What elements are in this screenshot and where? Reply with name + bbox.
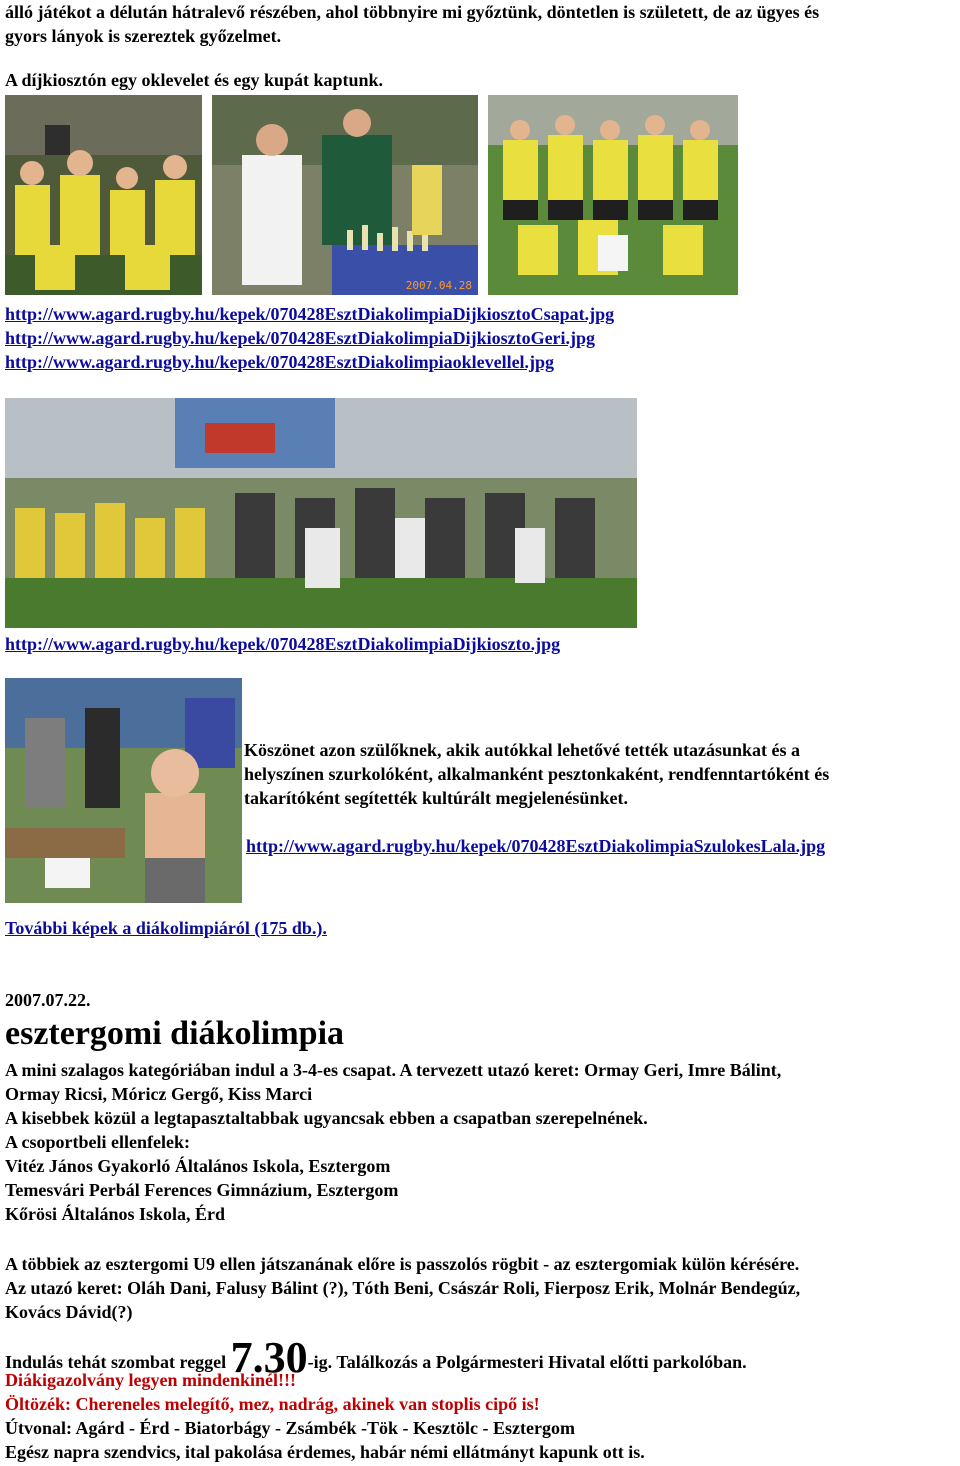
- team-diploma-photo[interactable]: [488, 95, 738, 295]
- route-line: Útvonal: Agárd - Érd - Biatorbágy - Zsámbék -Tök - Kesztölc - Esztergom: [5, 1418, 575, 1438]
- article-line-2: Ormay Ricsi, Móricz Gergő, Kiss Marci: [5, 1084, 313, 1104]
- more-photos-link[interactable]: További képek a diákolimpiáról (175 db.).: [5, 918, 327, 938]
- id-notice: Diákigazolvány legyen mindenkinél!!!: [5, 1370, 297, 1390]
- article-line-3: A kisebbek közül a legtapasztaltabbak ugyancsak ebben a csapatban szerepelnének.: [5, 1108, 648, 1128]
- others-line-3: Kovács Dávid(?): [5, 1302, 133, 1322]
- others-line-2: Az utazó keret: Oláh Dani, Falusy Bálint (?), Tóth Beni, Császár Roli, Fierposz Erik, Molnár Bendegúz,: [5, 1278, 801, 1298]
- parents-boy-photo[interactable]: [5, 678, 242, 903]
- link-geri[interactable]: http://www.agard.rugby.hu/kepek/070428EsztDiakolimpiaDijkiosztoGeri.jpg: [5, 328, 596, 348]
- article-date: 2007.07.22.: [5, 990, 91, 1010]
- article-title: esztergomi diákolimpia: [5, 1015, 345, 1052]
- article-line-7: Kőrösi Általános Iskola, Érd: [5, 1204, 226, 1224]
- link-csapat[interactable]: http://www.agard.rugby.hu/kepek/070428EsztDiakolimpiaDijkiosztoCsapat.jpg: [5, 304, 615, 324]
- thanks-line-1: Köszönet azon szülőknek, akik autókkal lehetővé tették utazásunkat és a: [244, 740, 801, 760]
- article-line-6: Temesvári Perbál Ferences Gimnázium, Esztergom: [5, 1180, 399, 1200]
- article-line-5: Vitéz János Gyakorló Általános Iskola, Esztergom: [5, 1156, 391, 1176]
- award-text: A díjkiosztón egy oklevelet és egy kupát kaptunk.: [5, 70, 384, 90]
- crowd-ceremony-photo[interactable]: [5, 398, 637, 628]
- intro-line-2: gyors lányok is szereztek győzelmet.: [5, 26, 282, 46]
- dress-notice: Öltözék: Chereneles melegítő, mez, nadrág, akinek van stoplis cipő is!: [5, 1394, 540, 1414]
- thanks-line-2: helyszínen szurkolóként, alkalmanként pesztonkaként, rendfenntartóként és: [244, 764, 830, 784]
- link-dijkioszto[interactable]: http://www.agard.rugby.hu/kepek/070428EsztDiakolimpiaDijkioszto.jpg: [5, 634, 561, 654]
- article-line-4: A csoportbeli ellenfelek:: [5, 1132, 190, 1152]
- food-line: Egész napra szendvics, ital pakolása érdemes, habár némi ellátmányt kapunk ott is.: [5, 1442, 645, 1462]
- thanks-line-3: takarítóként segítették kultúrált megjelenésünket.: [244, 788, 628, 808]
- departure-time: 7.30: [230, 1333, 308, 1382]
- article-line-1: A mini szalagos kategóriában indul a 3-4-es csapat. A tervezett utazó keret: Ormay Geri, Imre Bálint,: [5, 1060, 782, 1080]
- link-oklevellel[interactable]: http://www.agard.rugby.hu/kepek/070428EsztDiakolimpiaoklevellel.jpg: [5, 352, 555, 372]
- departure-post: -ig. Találkozás a Polgármesteri Hivatal előtti parkolóban.: [307, 1352, 747, 1372]
- intro-line-1: álló játékot a délután hátralevő részében, ahol többnyire mi győztünk, döntetlen is született, de az ügyes és: [5, 2, 820, 22]
- photo-date-stamp: 2007.04.28: [405, 279, 472, 292]
- departure-pre: Indulás tehát szombat reggel: [5, 1352, 231, 1372]
- link-szulokeslala[interactable]: http://www.agard.rugby.hu/kepek/070428EsztDiakolimpiaSzulokesLala.jpg: [246, 836, 826, 856]
- award-ceremony-photo[interactable]: [212, 95, 478, 295]
- others-line-1: A többiek az esztergomi U9 ellen játszanának előre is passzolós rögbit - az esztergomiak külön kérésére.: [5, 1254, 800, 1274]
- team-photo-1[interactable]: [5, 95, 202, 295]
